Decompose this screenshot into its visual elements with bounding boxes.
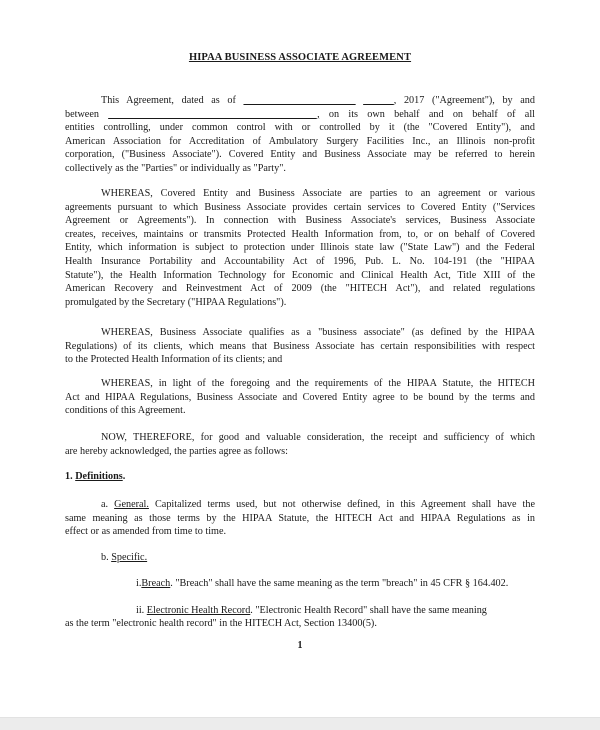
party-blank: _________________________________________, [108, 108, 320, 120]
definition-ehr-line-2: as the term "electronic health record" in the HITECH Act, Section 13400(5). [65, 618, 377, 629]
definition-specific-heading: b. Specific. [101, 552, 148, 563]
page-bottom-edge [0, 717, 600, 730]
whereas-paragraph-1: WHEREAS, Covered Entity and Business Associate are parties to an agreement or various agreements pursuant to which Business Associate provides certain services to Covered Entity ("Services Agreement or Agreements"). In connection with Business Associate's services, Business Associate creates, receives, maintains or transmits Protected Health Information from, to, or on behalf of Covered Entity, which information is subject to protection under Illinois state law ("State Law") and the Federal Health Insurance Portability and Accountability Act of 1996, Pub. L. No. 104-191 (the "HIPAA Statute"), the Health Information Technology for Economic and Clinical Health Act, Title XIII of the American Recovery and Reinvestment Act of 2009 (the "HITECH Act"), and related regulations promulgated by the Secretary ("HIPAA Regulations"). [65, 188, 535, 308]
whereas-paragraph-2: WHEREAS, Business Associate qualifies as a "business associate" (as defined by the HIPAA Regulations) of its clients, which means that Business Associate has certain responsibilities with respect to the Protected Health Information of its clients; and [65, 327, 535, 366]
date-blank: ______________________ [243, 95, 356, 106]
document-title: HIPAA BUSINESS ASSOCIATE AGREEMENT [188, 52, 412, 63]
day-blank: ______ [363, 95, 394, 106]
whereas-paragraph-3: WHEREAS, in light of the foregoing and the requirements of the HIPAA Statute, the HITECH Act and HIPAA Regulations, Business Associate and Covered Entity agree to be bound by the terms and conditions of this Agreement. [65, 378, 535, 417]
definition-breach: i.Breach. "Breach" shall have the same meaning as the term "breach" in 45 CFR § 164.402. [136, 578, 509, 589]
intro-paragraph: This Agreement, dated as of ______________________ ______, 2017 ("Agreement"), by and between _________________________________________, on its own behalf and on behalf of all entities controlling, under common control with or controlled by it (the "Covered Entity"), and American Association for Accreditation of Ambulatory Surgery Facilities Inc., an Illinois non-profit corporation, ("Business Associate"). Covered Entity and Business Associate may be referred to herein collectively as the "Parties" or individually as "Party". [65, 95, 535, 174]
definition-ehr-line-1: ii. Electronic Health Record. "Electronic Health Record" shall have the same meaning [136, 605, 487, 616]
definition-general: a. General. Capitalized terms used, but not otherwise defined, in this Agreement shall have the same meaning as those terms by the HIPAA Statute, the HITECH Act and HIPAA Regulations as in effect or as amended from time to time. [65, 499, 535, 538]
section-1-heading: 1. Definitions. [65, 471, 126, 482]
now-therefore-paragraph: NOW, THEREFORE, for good and valuable consideration, the receipt and sufficiency of which are hereby acknowledged, the parties agree as follows: [65, 432, 535, 457]
page-number: 1 [297, 640, 303, 651]
